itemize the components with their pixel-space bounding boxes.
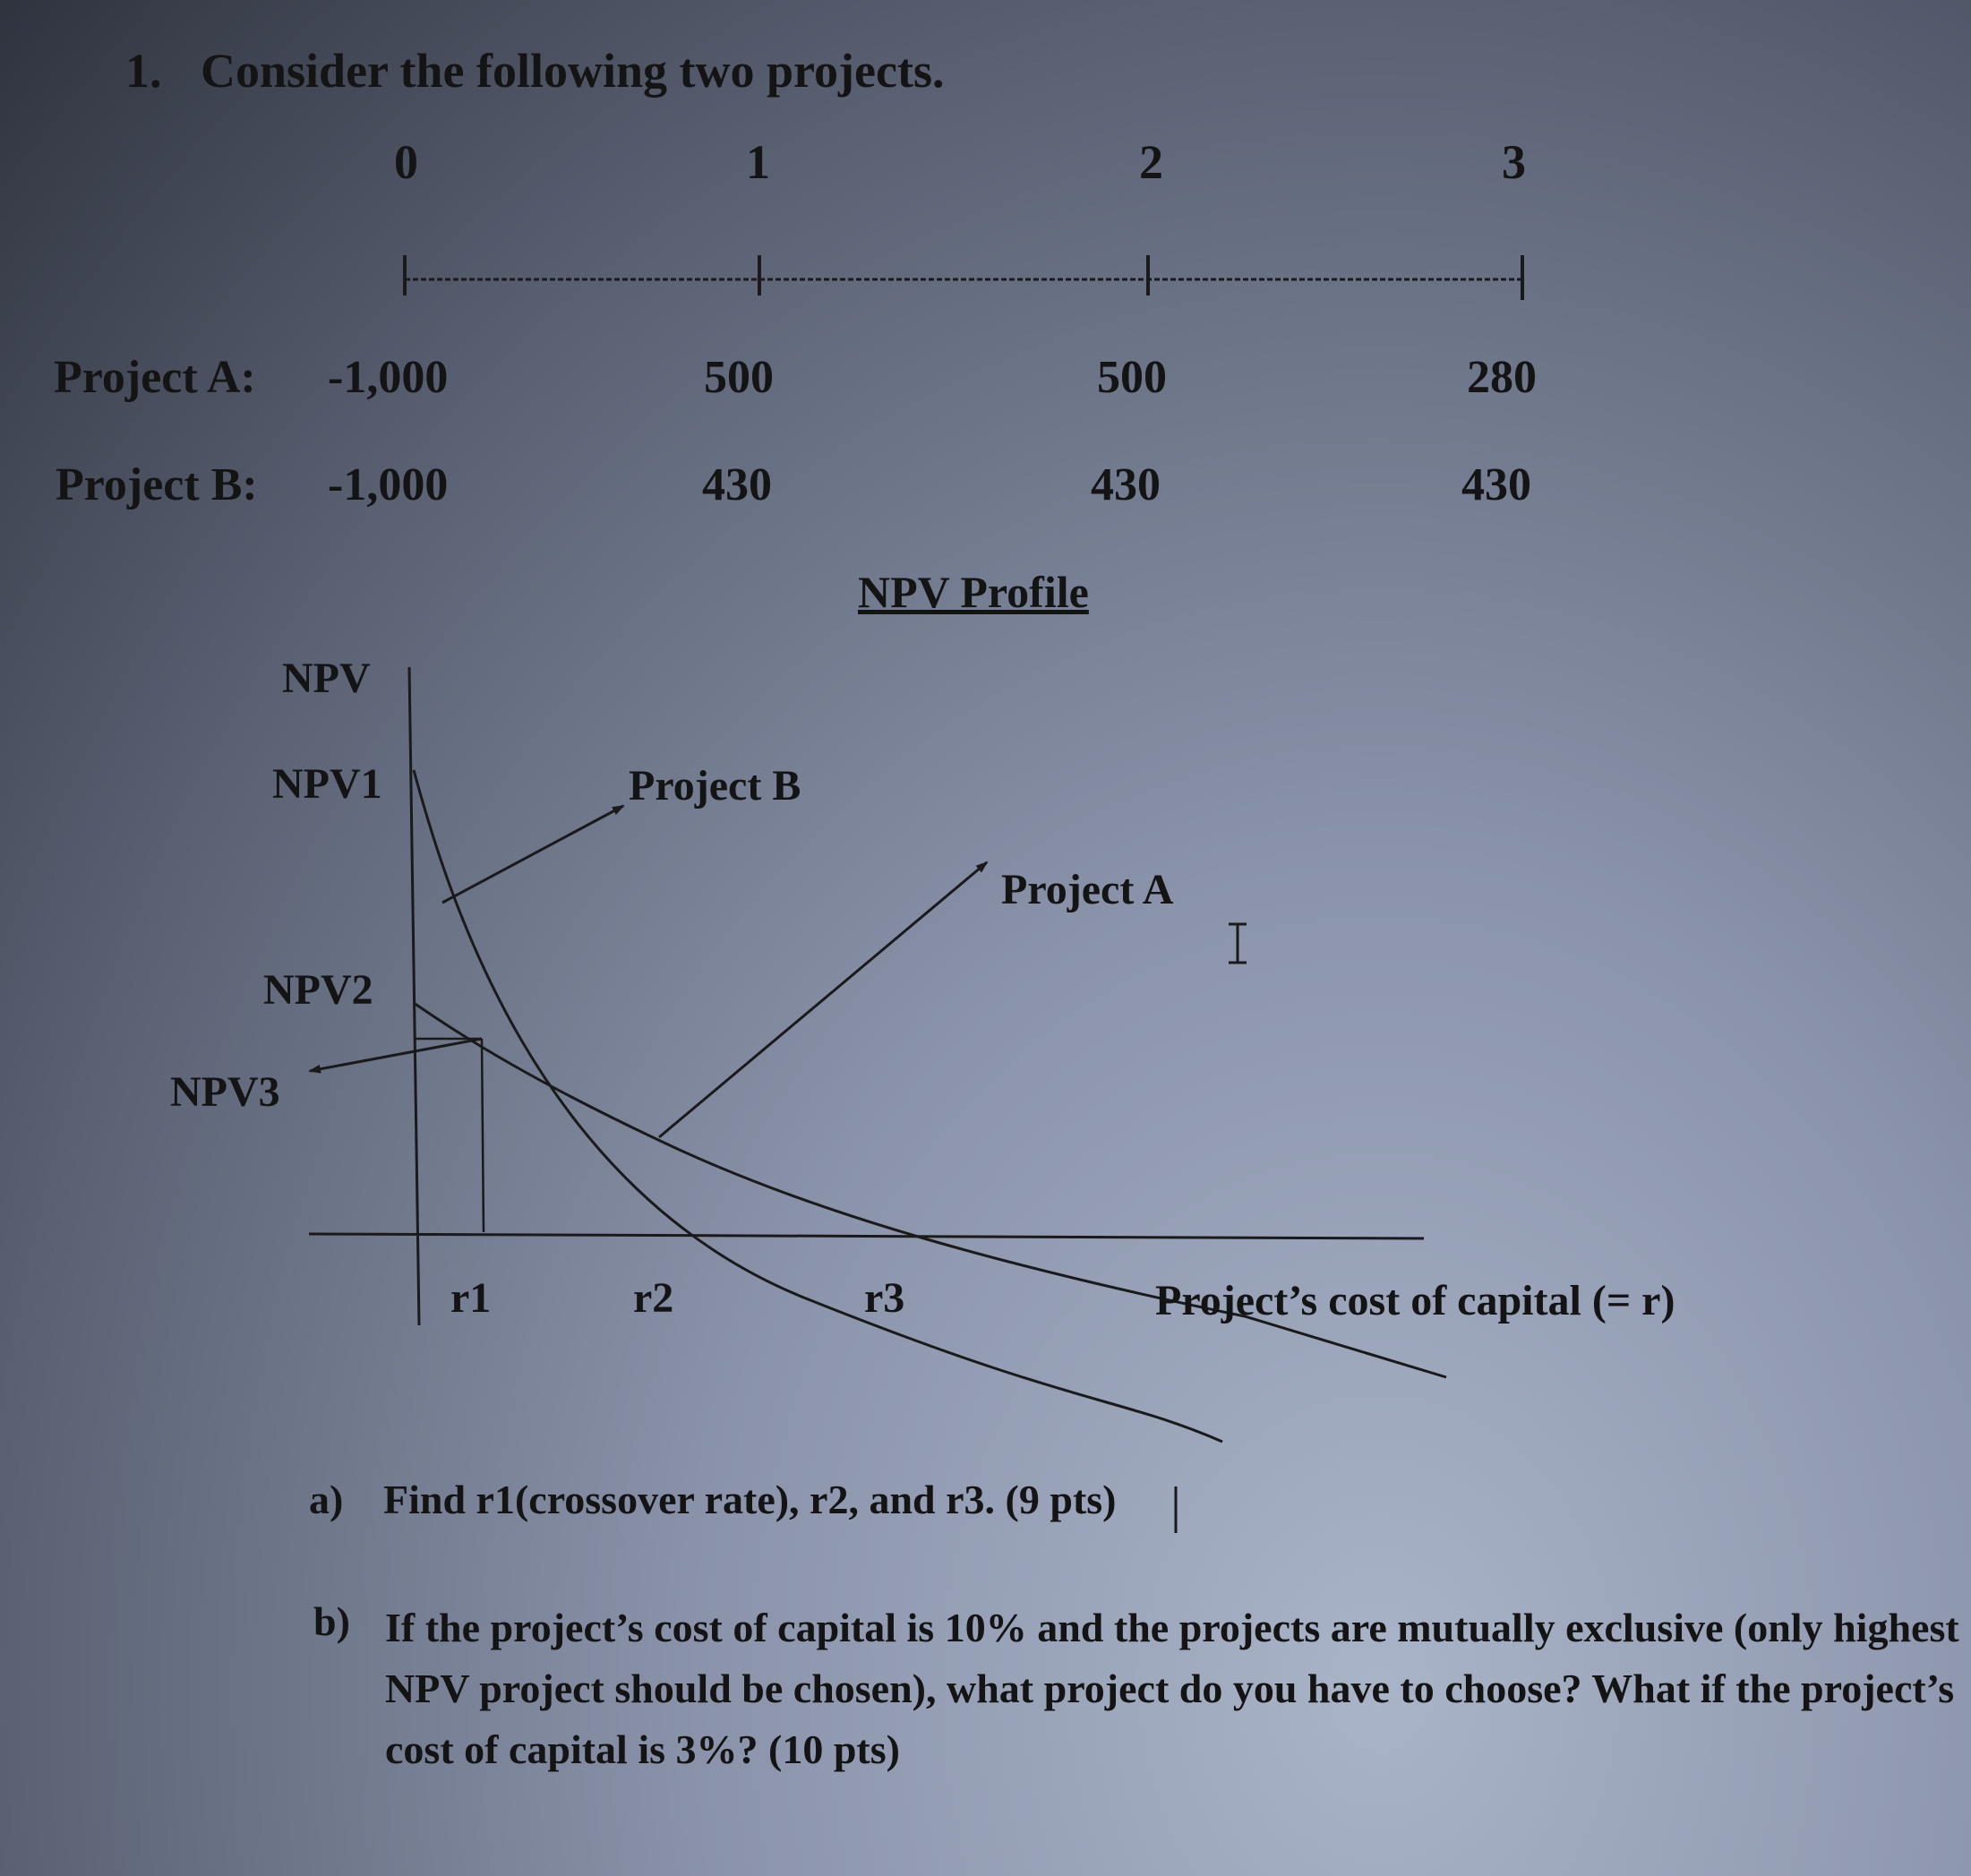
r2-label: r2 [633, 1274, 674, 1322]
npv-profile-title: NPV Profile [858, 567, 1089, 617]
timeline-period-0: 0 [394, 135, 418, 189]
part-b-text: If the project’s cost of capital is 10% and the projects are mutually exclusive (only highest NPV project should be chosen), what project do you have to choose? What if the project’s cost of capital is 3%? (10 pts) [385, 1605, 1959, 1772]
project-a-curve-label: Project A [1001, 866, 1174, 913]
npv3-arrow [310, 1039, 482, 1071]
project-a-arrow [659, 862, 987, 1137]
r1-label: r1 [450, 1274, 492, 1322]
npv3-label: NPV3 [170, 1068, 280, 1116]
project-a-cf-0: -1,000 [328, 352, 449, 403]
y-axis [409, 667, 419, 1325]
project-a-cf-2: 500 [1097, 352, 1167, 403]
x-axis [309, 1234, 1424, 1238]
project-a-cf-3: 280 [1467, 352, 1537, 403]
crossover-vertical [482, 1039, 484, 1232]
x-axis-label: Project’s cost of capital (= r) [1155, 1277, 1675, 1324]
npv2-label: NPV2 [263, 966, 373, 1014]
timeline-period-3: 3 [1502, 135, 1526, 189]
y-axis-label: NPV [282, 655, 371, 702]
timeline-period-1: 1 [746, 135, 770, 189]
chart-axes [309, 667, 1424, 1325]
project-b-cf-3: 430 [1461, 459, 1531, 510]
project-a-cf-1: 500 [704, 352, 774, 403]
question-text: Consider the following two projects. [201, 44, 945, 98]
r3-label: r3 [864, 1274, 905, 1322]
project-b-cf-0: -1,000 [328, 459, 449, 510]
project-b-curve-label: Project B [629, 762, 801, 810]
part-b-letter: b) [313, 1598, 350, 1644]
crossover-guides [414, 1039, 484, 1232]
part-a-text: Find r1(crossover rate), r2, and r3. (9 pts) [383, 1477, 1117, 1522]
project-b-arrow [442, 806, 623, 903]
project-b-cf-2: 430 [1091, 459, 1161, 510]
part-a-letter: a) [309, 1477, 344, 1522]
timeline-period-2: 2 [1139, 135, 1163, 189]
question-number: 1. [125, 44, 162, 98]
npv-curves [414, 770, 1446, 1442]
text-cursor-icon [1229, 924, 1247, 963]
timeline [405, 255, 1522, 300]
project-a-label: Project A: [54, 352, 256, 403]
project-b-cf-1: 430 [702, 459, 772, 510]
project-b-label: Project B: [56, 459, 258, 510]
npv1-label: NPV1 [272, 760, 382, 808]
